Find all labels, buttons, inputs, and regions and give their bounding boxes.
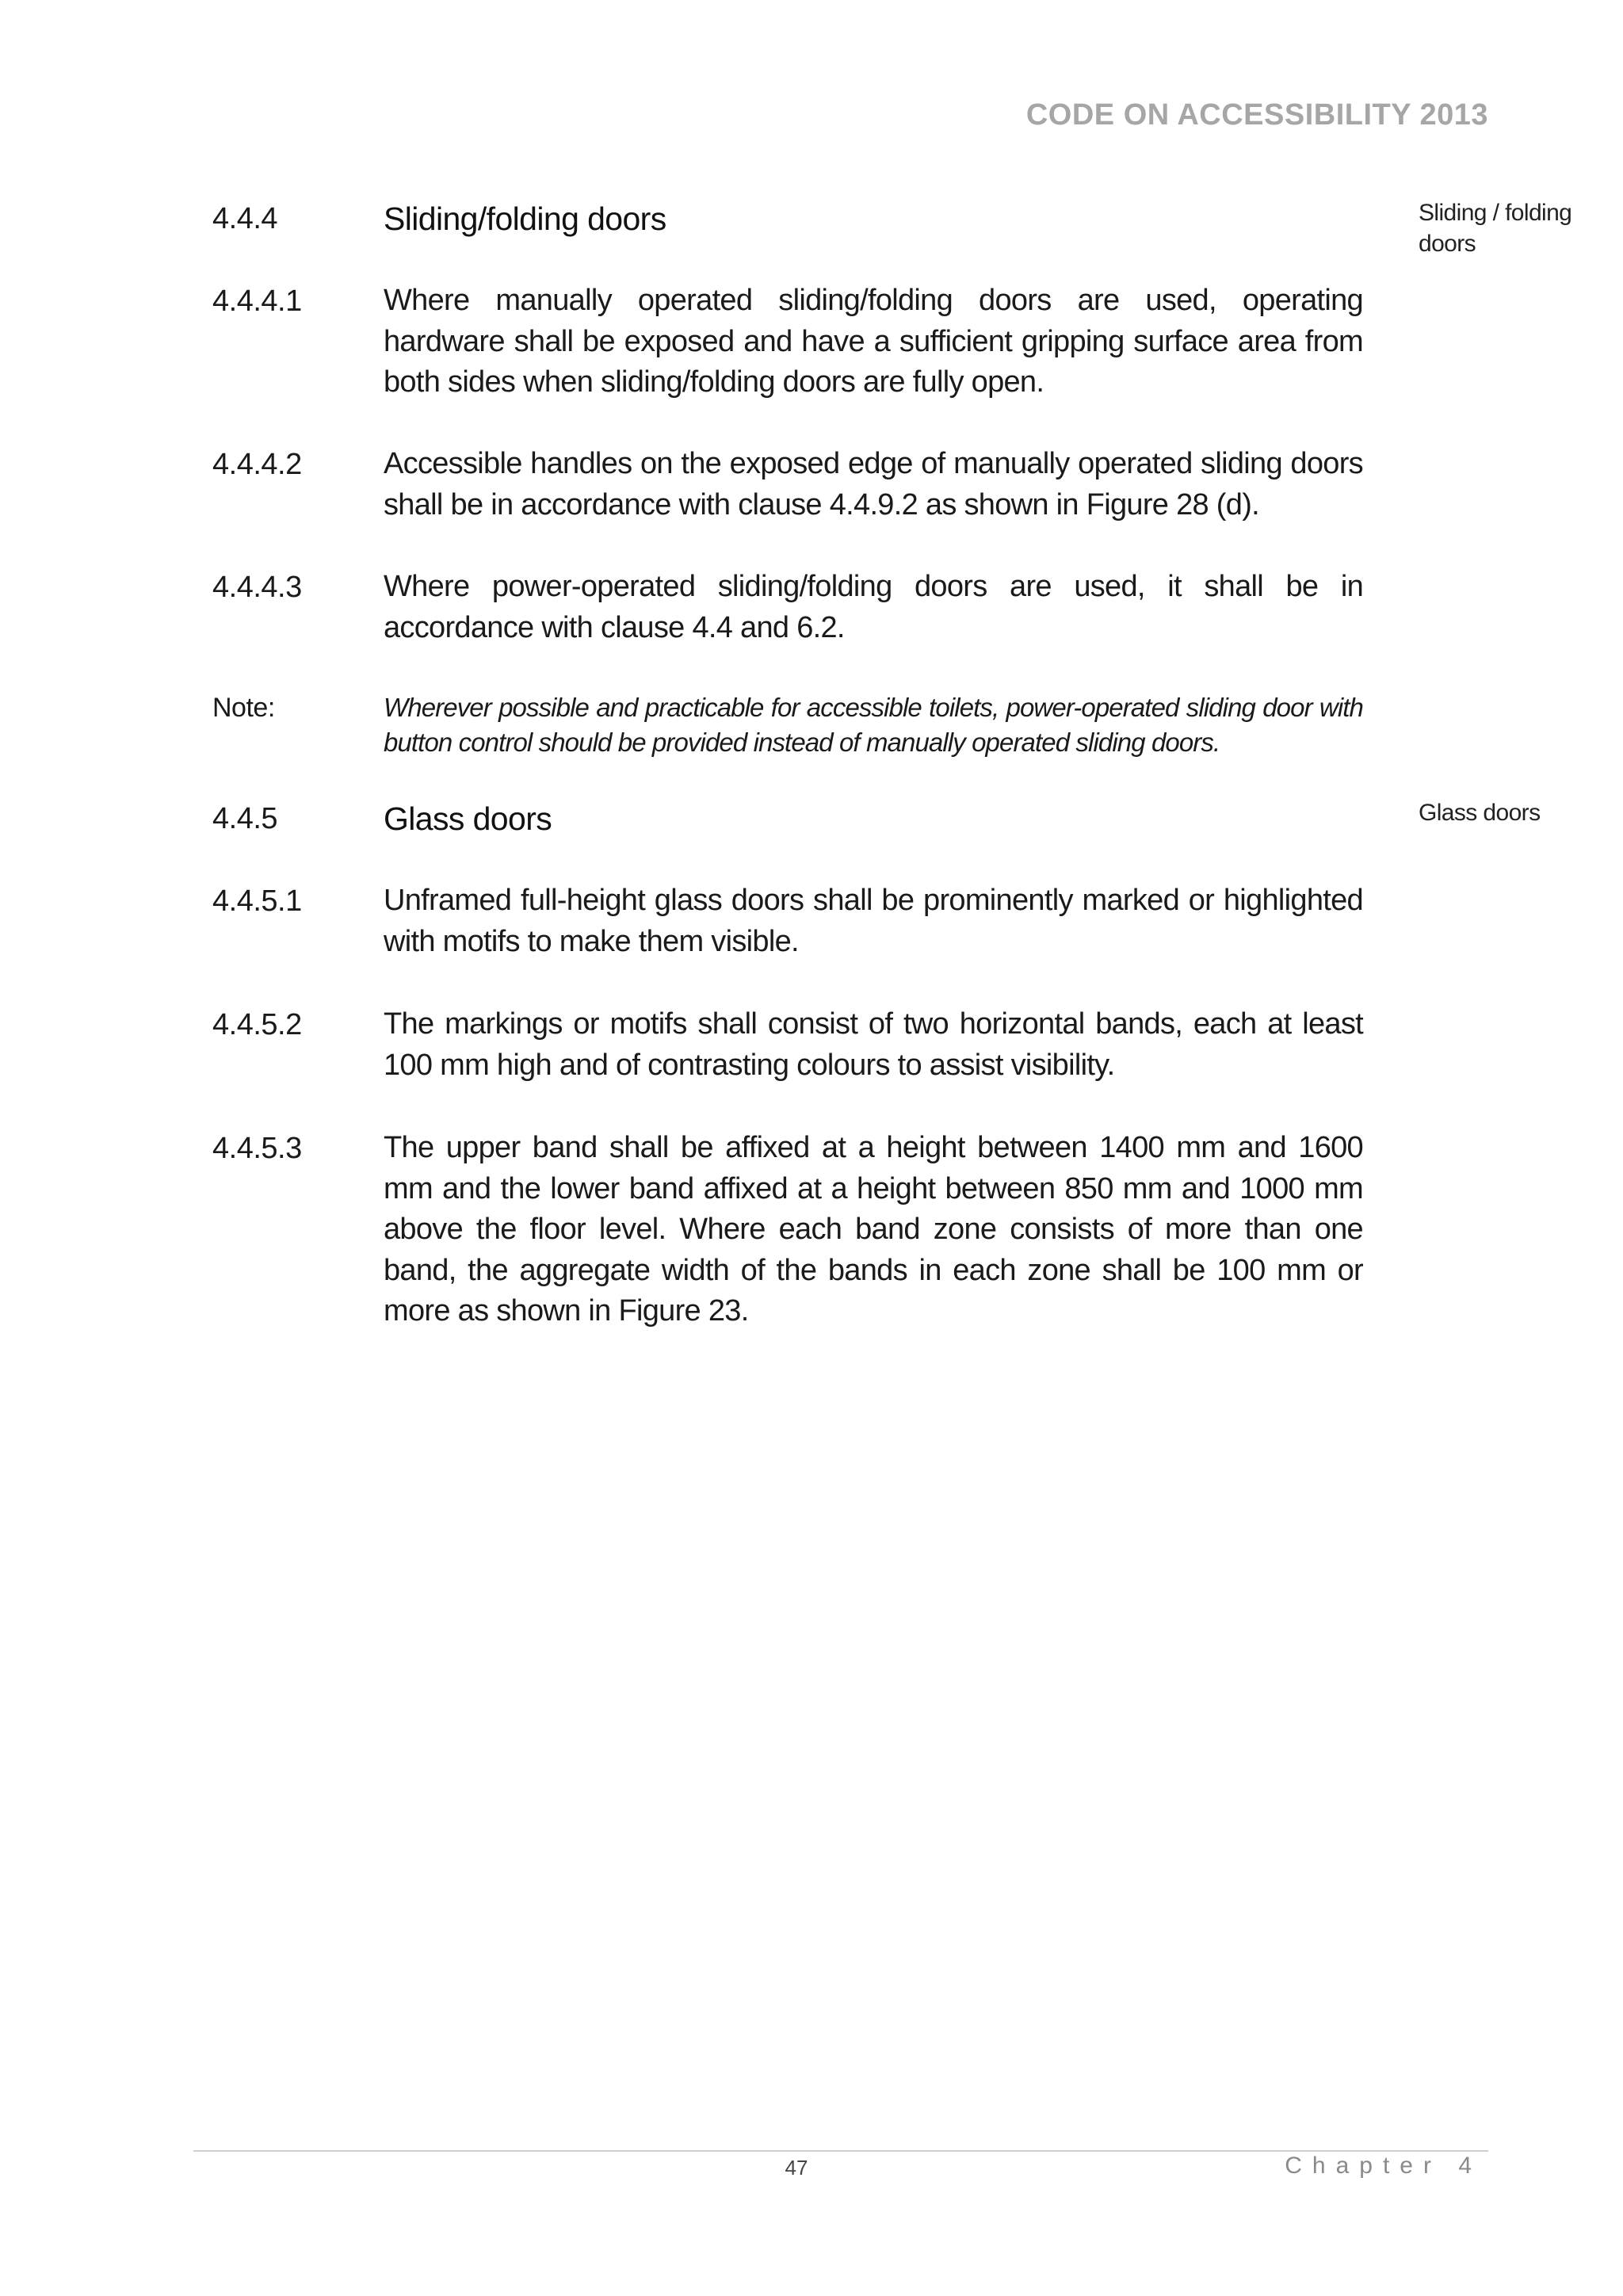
chapter-label: Chapter 4 bbox=[1285, 2153, 1482, 2179]
document-header-title: CODE ON ACCESSIBILITY 2013 bbox=[1025, 98, 1488, 132]
clause-text: The markings or motifs shall consist of two horizontal bands, each at least 100 mm high and of contrasting colours to assist visibility. bbox=[384, 1007, 1363, 1082]
margin-note-glass-doors: Glass doors bbox=[1419, 800, 1541, 826]
clause-number: 4.4.4.3 bbox=[212, 571, 302, 604]
clause-text: Where power-operated sliding/folding doors are used, it shall be in accordance with clause 4.4 and 6.2. bbox=[384, 570, 1363, 644]
note-text: Wherever possible and practicable for accessible toilets, power-operated sliding door with button control should be provided instead of manually operated sliding doors. bbox=[384, 693, 1363, 757]
margin-note-sliding-folding: Sliding / folding doors bbox=[1419, 200, 1572, 257]
section-heading: Glass doors bbox=[384, 800, 552, 837]
clause-number: 4.4.4.1 bbox=[212, 285, 302, 318]
note-label: Note: bbox=[212, 693, 275, 723]
clause-number: 4.4.5.1 bbox=[212, 884, 302, 918]
clause-text: Where manually operated sliding/folding doors are used, operating hardware shall be exposed and have a sufficient gripping surface area from both sides when sliding/folding doors are fully open. bbox=[384, 284, 1363, 399]
clause-number: 4.4.4.2 bbox=[212, 448, 302, 481]
section-number: 4.4.5 bbox=[212, 802, 278, 835]
footer-divider bbox=[193, 2150, 1488, 2152]
clause-number: 4.4.5.2 bbox=[212, 1008, 302, 1041]
clause-text: Unframed full-height glass doors shall be prominently marked or highlighted with motifs to make them visible. bbox=[384, 884, 1363, 958]
page-number: 47 bbox=[785, 2156, 808, 2179]
clause-text: Accessible handles on the exposed edge of manually operated sliding doors shall be in accordance with clause 4.4.9.2 as shown in Figure 28 (d). bbox=[384, 447, 1363, 521]
section-number: 4.4.4 bbox=[212, 202, 278, 235]
clause-number: 4.4.5.3 bbox=[212, 1132, 302, 1165]
clause-text: The upper band shall be affixed at a height between 1400 mm and 1600 mm and the lower band affixed at a height between 850 mm and 1000 mm above the floor level. Where each band zone consists of more than one band, the aggregate width of the bands in each zone shall be 100 mm or more as shown in Figure 23. bbox=[384, 1131, 1363, 1328]
section-heading: Sliding/folding doors bbox=[384, 201, 666, 237]
